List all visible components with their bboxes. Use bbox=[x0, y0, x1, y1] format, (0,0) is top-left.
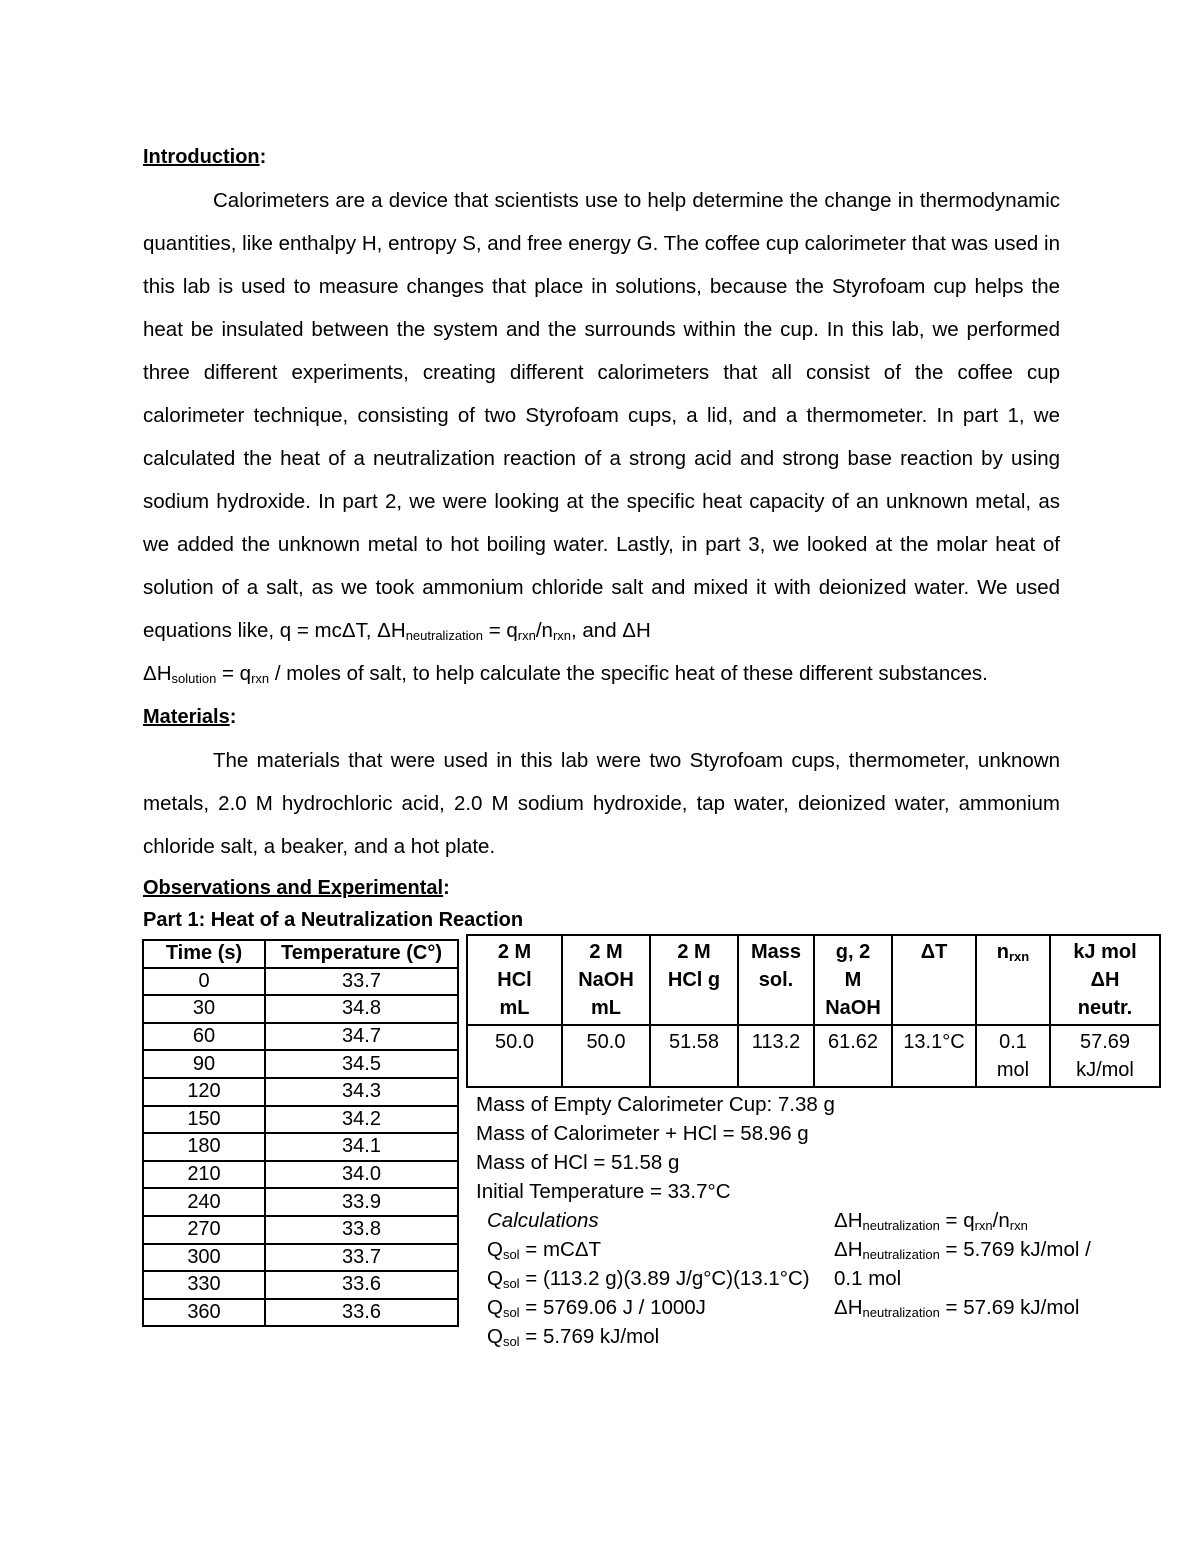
measurement-line: Mass of HCl = 51.58 g bbox=[476, 1151, 680, 1174]
time-table-row bbox=[143, 1188, 458, 1216]
materials-paragraph: The materials that were used in this lab were two Styrofoam cups, thermometer, unknown metals, 2.0 M hydrochloric acid, 2.0 M sodium hydroxide, tap water, deionized water, ammonium chloride salt, a beaker, and a hot plate. bbox=[143, 749, 1060, 858]
materials-heading: Materials: bbox=[143, 706, 237, 728]
temperature-cell: 33.6 bbox=[265, 1299, 458, 1327]
col-naoh-g: g, 2 M NaOH bbox=[814, 935, 892, 1025]
introduction-paragraph-end: $\Delta H_{solution} = q_{rxn}$ / moles of salt, to help calculate the specific heat of these different substances. bbox=[143, 662, 988, 686]
time-header: Time (s) bbox=[143, 940, 265, 968]
calculations-left bbox=[487, 1206, 810, 1351]
measurement-line: Mass of Empty Calorimeter Cup: 7.38 g bbox=[476, 1093, 835, 1116]
neutralization-header-row bbox=[467, 935, 1160, 1025]
calc-right-line-1: $\Delta H_{neutralization} = q_{rxn}/n_{rxn}$ bbox=[834, 1209, 1028, 1233]
col-delta-t: ΔT bbox=[892, 935, 976, 1025]
measurements-list bbox=[476, 1090, 835, 1206]
time-table-row bbox=[143, 1106, 458, 1134]
introduction-paragraph: Calorimeters are a device that scientists use to help determine the change in thermodynamic quantities, like enthalpy H, entropy S, and free energy G. The coffee cup calorimeter that was used in this lab is used to measure changes that place in solutions, because the Styrofoam cup helps the heat be insulated between the system and the surrounds within the cup. In this lab, we performed three different experiments, creating different calorimeters that all consist of the coffee cup calorimeter technique, consisting of two Styrofoam cups, a lid, and a thermometer. In part 1, we calculated the heat of a neutralization reaction of a strong acid and strong base reaction by using sodium hydroxide. In part 2, we were looking at the specific heat capacity of an unknown metal, as we added the unknown metal to hot boiling water. Lastly, in part 3, we looked at the molar heat of solution of a salt, as we took ammonium chloride salt and mixed it with deionized water. We used equations like, q = mcΔT, $\Delta H_{neutralization} = q_{rxn}/n_{rxn}$, and ΔH bbox=[143, 189, 1060, 643]
time-temperature-table bbox=[142, 939, 459, 1327]
col-naoh-ml: 2 M NaOH mL bbox=[562, 935, 650, 1025]
calc-right-line-4: $\Delta H_{neutralization} = 57.69$ kJ/mol bbox=[834, 1296, 1080, 1320]
cell-n-rxn: 0.1 mol bbox=[976, 1025, 1050, 1087]
time-cell: 90 bbox=[143, 1050, 265, 1078]
time-cell: 210 bbox=[143, 1161, 265, 1189]
time-cell: 180 bbox=[143, 1133, 265, 1161]
cell-naoh-g: 61.62 bbox=[814, 1025, 892, 1087]
temperature-cell: 34.7 bbox=[265, 1023, 458, 1051]
calc-line-3: $Q_{sol} = 5769.06$ J / 1000J bbox=[487, 1296, 706, 1320]
time-table-row bbox=[143, 1271, 458, 1299]
time-table-body bbox=[143, 968, 458, 1327]
time-table-row bbox=[143, 1216, 458, 1244]
col-delta-h: kJ mol ΔH neutr. bbox=[1050, 935, 1160, 1025]
time-cell: 300 bbox=[143, 1244, 265, 1272]
calc-line-4: $Q_{sol} = 5.769$ kJ/mol bbox=[487, 1325, 660, 1349]
measurement-line: Initial Temperature = 33.7°C bbox=[476, 1180, 731, 1203]
temperature-header: Temperature (C°) bbox=[265, 940, 458, 968]
calc-line-1: $Q_{sol} = mC\Delta T$ bbox=[487, 1238, 602, 1262]
time-cell: 30 bbox=[143, 995, 265, 1023]
time-table-row bbox=[143, 1023, 458, 1051]
time-table-row bbox=[143, 1299, 458, 1327]
temperature-cell: 34.1 bbox=[265, 1133, 458, 1161]
temperature-cell: 33.6 bbox=[265, 1271, 458, 1299]
col-n-rxn: $n_{rxn}$ bbox=[976, 935, 1050, 1025]
col-mass-sol: Mass sol. bbox=[738, 935, 814, 1025]
time-cell: 150 bbox=[143, 1106, 265, 1134]
measurement-line: Mass of Calorimeter + HCl = 58.96 g bbox=[476, 1122, 809, 1145]
calc-right-line-3: 0.1 mol bbox=[834, 1267, 902, 1290]
time-cell: 360 bbox=[143, 1299, 265, 1327]
col-hcl-g: 2 M HCl g bbox=[650, 935, 738, 1025]
temperature-cell: 34.8 bbox=[265, 995, 458, 1023]
time-table-row bbox=[143, 968, 458, 996]
observations-heading: Observations and Experimental: bbox=[143, 877, 450, 899]
calculations-title: Calculations bbox=[487, 1209, 599, 1232]
temperature-cell: 33.7 bbox=[265, 1244, 458, 1272]
calc-right-line-2: $\Delta H_{neutralization} = 5.769$ kJ/mol / bbox=[834, 1238, 1091, 1262]
temperature-cell: 33.9 bbox=[265, 1188, 458, 1216]
time-table-row bbox=[143, 1244, 458, 1272]
cell-delta-t: 13.1°C bbox=[892, 1025, 976, 1087]
time-cell: 0 bbox=[143, 968, 265, 996]
time-table-row bbox=[143, 1161, 458, 1189]
time-table-row bbox=[143, 1133, 458, 1161]
neutralization-data-row bbox=[467, 1025, 1160, 1087]
cell-naoh-ml: 50.0 bbox=[562, 1025, 650, 1087]
time-table-row bbox=[143, 1078, 458, 1106]
time-cell: 270 bbox=[143, 1216, 265, 1244]
calculations-right bbox=[834, 1206, 1091, 1322]
part1-title: Part 1: Heat of a Neutralization Reaction bbox=[143, 909, 524, 931]
temperature-cell: 34.5 bbox=[265, 1050, 458, 1078]
cell-delta-h: 57.69 kJ/mol bbox=[1050, 1025, 1160, 1087]
cell-hcl-g: 51.58 bbox=[650, 1025, 738, 1087]
cell-mass-sol: 113.2 bbox=[738, 1025, 814, 1087]
temperature-cell: 33.8 bbox=[265, 1216, 458, 1244]
time-cell: 330 bbox=[143, 1271, 265, 1299]
cell-hcl-ml: 50.0 bbox=[467, 1025, 562, 1087]
time-cell: 120 bbox=[143, 1078, 265, 1106]
temperature-cell: 34.3 bbox=[265, 1078, 458, 1106]
time-table-row bbox=[143, 1050, 458, 1078]
calc-line-2: $Q_{sol} = (113.2$ g)(3.89 J/g°C)(13.1°C) bbox=[487, 1267, 810, 1291]
col-hcl-ml: 2 M HCl mL bbox=[467, 935, 562, 1025]
temperature-cell: 34.2 bbox=[265, 1106, 458, 1134]
time-table-row bbox=[143, 995, 458, 1023]
introduction-heading: Introduction: bbox=[143, 146, 267, 168]
time-cell: 60 bbox=[143, 1023, 265, 1051]
neutralization-table bbox=[466, 934, 1161, 1088]
time-cell: 240 bbox=[143, 1188, 265, 1216]
temperature-cell: 33.7 bbox=[265, 968, 458, 996]
temperature-cell: 34.0 bbox=[265, 1161, 458, 1189]
